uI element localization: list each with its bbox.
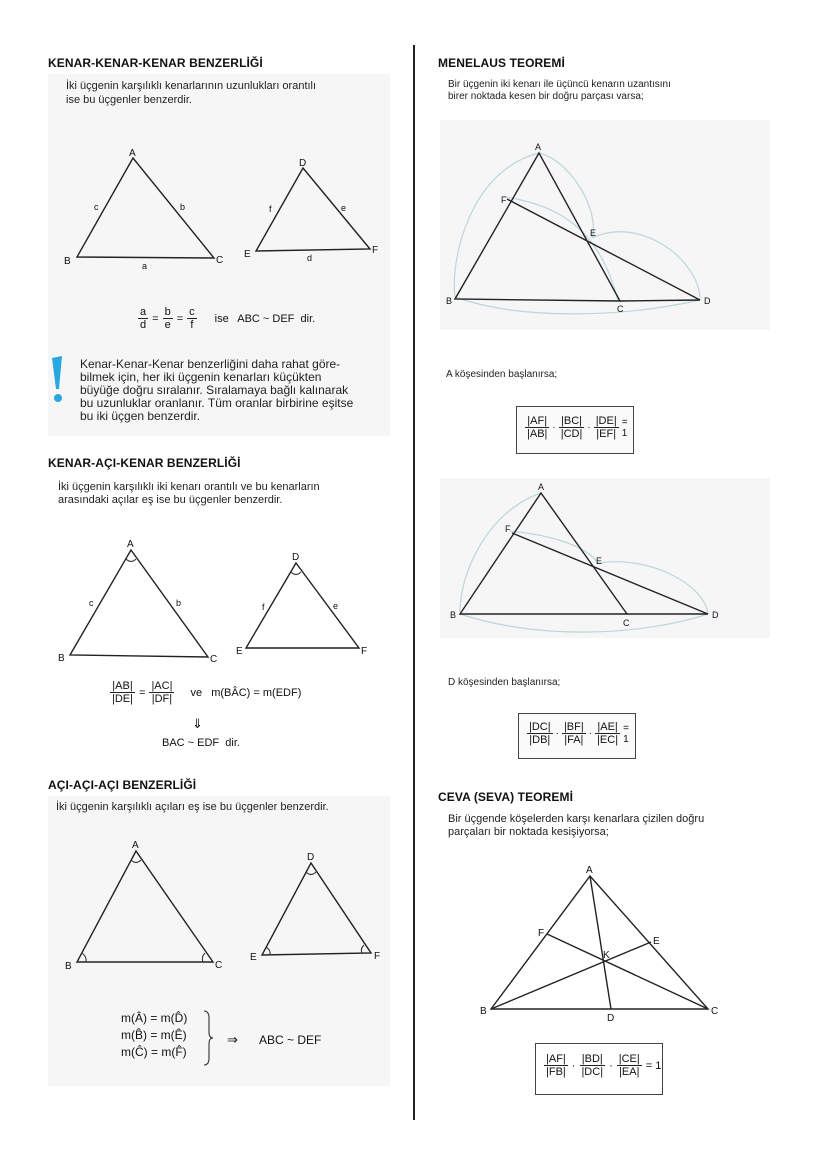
menelaus-d-frac2: $\frac{|BF|}{|FA|}$ — [563, 721, 584, 746]
sss-label-E: E — [244, 249, 251, 260]
menelaus-case-a: A köşesinden başlanırsa; — [446, 369, 558, 380]
aaa-condition-2: m(B̂) = m(Ê) — [121, 1028, 187, 1042]
ceva-eq: = 1 — [645, 1059, 662, 1072]
sss-label-B: B — [64, 256, 71, 267]
sss-frac-b-e: $\frac{b}{e}$ — [164, 306, 171, 331]
sas-angle-condition: ve m(BÂC) = m(EDF) — [190, 686, 302, 699]
menelaus-formula-a-box: $\frac{|AF|}{|AB|}$ · $\frac{|BC|}{|CD|}$ · $\frac{|DE|}{|EF|}$ = 1 — [516, 406, 634, 454]
sss-label-a: a — [142, 261, 148, 271]
sas-label-c: c — [89, 598, 94, 608]
sss-note-line5: bu iki üçgen benzerdir. — [80, 409, 201, 423]
sas-label-E: E — [236, 646, 243, 657]
ceva-label-E: E — [653, 936, 660, 947]
sss-frac-c-f: $\frac{c}{f}$ — [189, 306, 195, 331]
sss-title: KENAR-KENAR-KENAR BENZERLİĞİ — [48, 56, 263, 70]
aaa-condition-3: m(Ĉ) = m(F̂) — [121, 1045, 187, 1059]
sas-label-F: F — [361, 646, 368, 657]
ceva-triangle — [491, 876, 708, 1009]
ceva-desc-line1: Bir üçgende köşelerden karşı kenarlara çizilen doğru — [448, 813, 705, 825]
ceva-frac2: $\frac{|BD|}{|DC|}$ — [581, 1053, 604, 1078]
ceva-formula-box: $\frac{|AF|}{|FB|}$ · $\frac{|BD|}{|DC|}$ · $\frac{|CE|}{|EA|}$ = 1 — [535, 1043, 663, 1095]
menelaus2-label-B: B — [450, 610, 457, 620]
sas-label-B: B — [58, 653, 65, 664]
ceva-cevian-BE — [491, 942, 651, 1009]
menelaus2-label-A: A — [538, 482, 545, 492]
sas-label-f: f — [262, 602, 265, 612]
sss-label-b: b — [180, 202, 186, 212]
sas-title: KENAR-AÇI-KENAR BENZERLİĞİ — [48, 456, 241, 470]
sss-label-e: e — [341, 203, 347, 213]
aaa-title: AÇI-AÇI-AÇI BENZERLİĞİ — [48, 778, 197, 792]
sas-desc-line1: İki üçgenin karşılıklı iki kenarı orantılı ve bu kenarların — [58, 481, 320, 493]
aaa-desc: İki üçgenin karşılıklı açıları eş ise bu üçgenler benzerdir. — [56, 801, 329, 813]
sas-label-b: b — [176, 598, 182, 608]
menelaus1-label-D: D — [704, 296, 711, 306]
sss-frac-a-d: $\frac{a}{d}$ — [140, 306, 147, 331]
sas-frac-ab-de: $\frac{|AB|}{|DE|}$ — [112, 680, 133, 705]
menelaus-desc-line2: birer noktada kesen bir doğru parçası varsa; — [448, 91, 644, 102]
sas-result: BAC ~ EDF dir. — [162, 737, 240, 749]
aaa-label-C: C — [215, 960, 223, 971]
aaa-implies: ⇒ — [227, 1032, 238, 1047]
sas-label-e: e — [333, 601, 339, 611]
menelaus-a-frac2: $\frac{|BC|}{|CD|}$ — [560, 415, 583, 440]
aaa-label-E: E — [250, 952, 257, 963]
sss-label-f: f — [269, 204, 272, 214]
ceva-label-K: K — [603, 950, 610, 961]
sas-label-A: A — [127, 539, 134, 550]
menelaus-a-frac3: $\frac{|DE|}{|EF|}$ — [595, 415, 617, 440]
ceva-title: CEVA (SEVA) TEOREMİ — [438, 790, 574, 804]
menelaus-d-frac3: $\frac{|AE|}{|EC|}$ — [597, 721, 619, 746]
sss-note-line3: büyüğe doğru sıralanır. Sıralamaya bağlı kalınarak — [80, 383, 349, 397]
aaa-label-B: B — [65, 961, 72, 972]
aaa-label-F: F — [374, 951, 381, 962]
menelaus-a-frac1: $\frac{|AF|}{|AB|}$ — [527, 415, 548, 440]
menelaus1-label-B: B — [446, 296, 453, 306]
ceva-label-C: C — [711, 1006, 719, 1017]
sss-desc-line1: İki üçgenin karşılıklı kenarlarının uzunlukları orantılı — [66, 80, 317, 92]
aaa-label-A: A — [132, 840, 139, 851]
sss-eq2: = — [176, 312, 184, 325]
sss-note-line1: Kenar-Kenar-Kenar benzerliğini daha rahat göre- — [80, 357, 341, 371]
ceva-cevian-CF — [547, 934, 708, 1009]
menelaus2-label-F: F — [505, 524, 511, 534]
menelaus-d-eq: = 1 — [623, 722, 629, 745]
menelaus1-label-C: C — [617, 304, 624, 314]
sss-note-line4: bu uzunluklar oranlanır. Tüm oranlar birbirine eşitse — [80, 396, 354, 410]
menelaus1-label-F: F — [501, 195, 507, 205]
sas-label-D: D — [292, 552, 300, 563]
menelaus2-label-D: D — [712, 610, 719, 620]
sss-label-F: F — [372, 245, 379, 256]
menelaus1-label-E: E — [590, 228, 597, 238]
menelaus-formula-d-box: $\frac{|DC|}{|DB|}$ · $\frac{|BF|}{|FA|}$ · $\frac{|AE|}{|EC|}$ = 1 — [518, 713, 636, 759]
aaa-label-D: D — [307, 852, 315, 863]
sas-frac-ac-df: $\frac{|AC|}{|DF|}$ — [151, 680, 173, 705]
sss-formula-tail: ise ABC ~ DEF dir. — [214, 312, 316, 325]
ceva-label-A: A — [586, 865, 593, 876]
sss-label-C: C — [216, 255, 224, 266]
sas-eq: = — [139, 686, 146, 699]
menelaus2-label-C: C — [623, 618, 630, 628]
menelaus2-label-E: E — [596, 556, 603, 566]
sas-down-arrow: ⇓ — [192, 716, 203, 731]
sss-label-d: d — [307, 253, 313, 263]
ceva-label-D: D — [607, 1013, 615, 1024]
ceva-label-B: B — [480, 1006, 487, 1017]
menelaus-title: MENELAUS TEOREMİ — [438, 56, 565, 70]
menelaus1-label-A: A — [535, 142, 542, 152]
sss-eq1: = — [152, 312, 159, 325]
sss-label-c: c — [94, 202, 99, 212]
sss-label-D: D — [299, 158, 307, 169]
aaa-condition-1: m(Â) = m(D̂) — [121, 1011, 188, 1025]
menelaus-d-frac1: $\frac{|DC|}{|DB|}$ — [529, 721, 551, 746]
aaa-result: ABC ~ DEF — [259, 1033, 322, 1047]
menelaus-a-eq: = 1 — [621, 416, 628, 439]
sss-desc-line2: ise bu üçgenler benzerdir. — [66, 94, 192, 106]
sss-label-A: A — [129, 148, 136, 159]
ceva-desc-line2: parçaları bir noktada kesişiyorsa; — [448, 826, 609, 838]
sas-desc-line2: arasındaki açılar eş ise bu üçgenler benzerdir. — [58, 494, 283, 506]
ceva-frac3: $\frac{|CE|}{|EA|}$ — [618, 1053, 640, 1078]
menelaus-case-d: D köşesinden başlanırsa; — [448, 677, 561, 688]
menelaus-desc-line1: Bir üçgenin iki kenarı ile üçüncü kenarın uzantısını — [448, 79, 671, 90]
sss-note-line2: bilmek için, her iki üçgenin kenarları küçükten — [80, 370, 322, 384]
ceva-label-F: F — [538, 928, 545, 939]
sas-label-C: C — [210, 654, 218, 665]
ceva-frac1: $\frac{|AF|}{|FB|}$ — [546, 1053, 566, 1078]
